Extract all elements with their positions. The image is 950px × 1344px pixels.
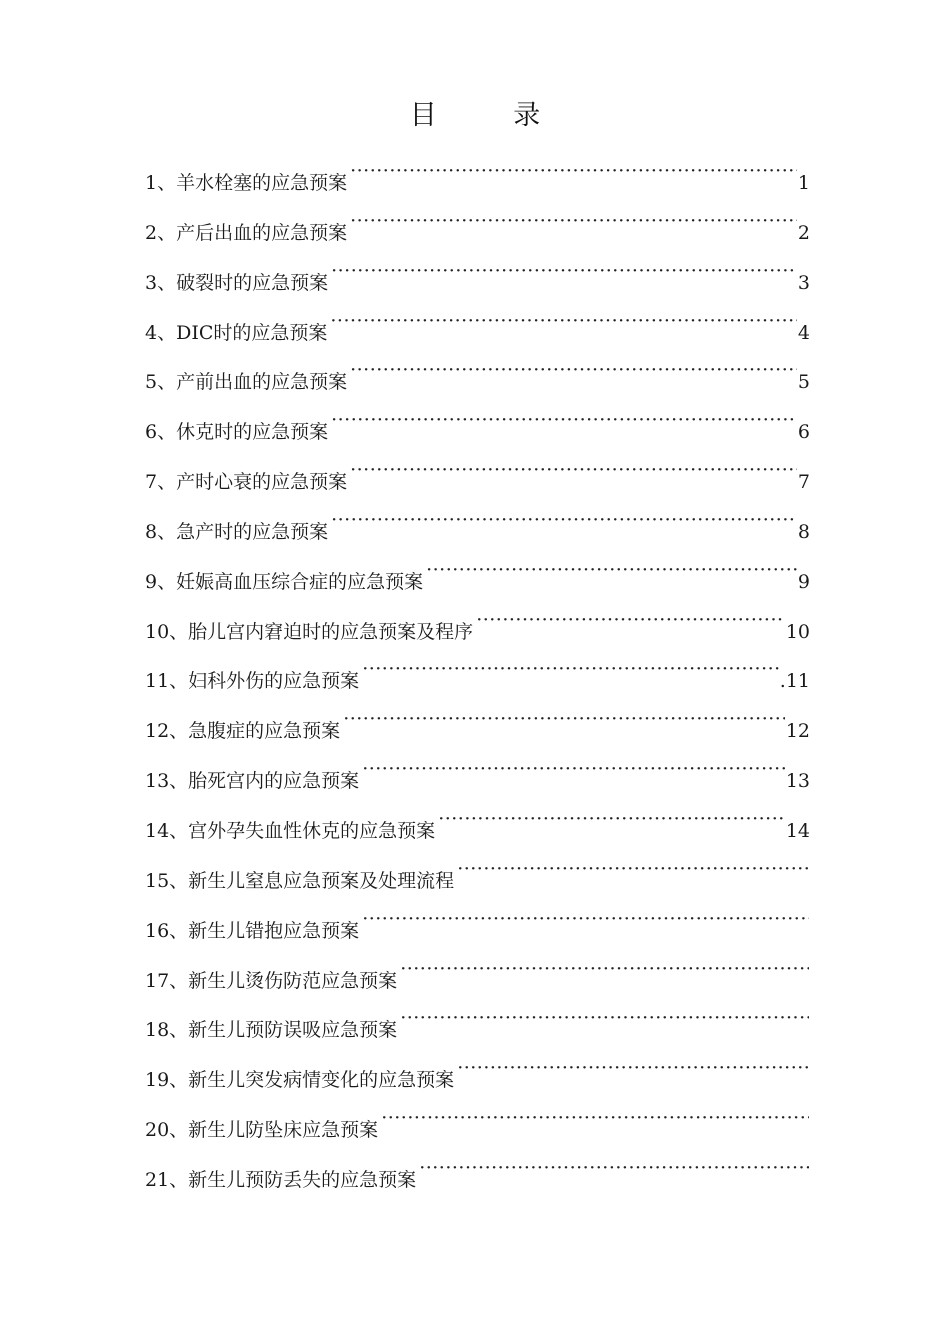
toc-page-number: .11 — [779, 670, 810, 693]
toc-entry-12[interactable] — [145, 701, 810, 751]
toc-entry-1[interactable] — [145, 153, 810, 203]
toc-entry-17[interactable] — [145, 951, 810, 1001]
toc-page-number: 10 — [785, 620, 810, 643]
toc-leader-dots — [350, 153, 797, 189]
toc-entry-6[interactable] — [145, 402, 810, 452]
toc-leader-dots — [331, 502, 797, 538]
toc-page-number: 2 — [797, 221, 810, 244]
toc-entry-title: 12、急腹症的应急预案 — [145, 720, 341, 743]
toc-leader-dots — [400, 1000, 809, 1036]
toc-entry-title: 9、妊娠高血压综合症的应急预案 — [145, 570, 424, 593]
toc-entry-title: 2、产后出血的应急预案 — [145, 221, 348, 244]
toc-entry-3[interactable] — [145, 253, 810, 303]
toc-page-number: 5 — [797, 371, 810, 394]
toc-leader-dots — [331, 402, 797, 438]
toc-page-number: 3 — [797, 271, 810, 294]
toc-entry-7[interactable] — [145, 452, 810, 502]
toc-leader-dots — [330, 303, 797, 339]
toc-entry-title: 3、破裂时的应急预案 — [145, 271, 329, 294]
toc-page-number: 7 — [797, 471, 810, 494]
toc-page-number: 9 — [797, 570, 810, 593]
toc-entry-16[interactable] — [145, 901, 810, 951]
toc-page-number: 8 — [797, 520, 810, 543]
toc-entry-8[interactable] — [145, 502, 810, 552]
toc-leader-dots — [362, 751, 785, 787]
toc-entry-18[interactable] — [145, 1000, 810, 1050]
toc-entry-title: 7、产时心衰的应急预案 — [145, 471, 348, 494]
toc-entry-title: 10、胎儿宫内窘迫时的应急预案及程序 — [145, 620, 474, 643]
toc-leader-dots — [350, 352, 797, 388]
toc-leader-dots — [362, 651, 779, 687]
toc-leader-dots — [350, 203, 797, 239]
toc-entry-13[interactable] — [145, 751, 810, 801]
toc-entry-15[interactable] — [145, 851, 810, 901]
toc-entry-20[interactable] — [145, 1100, 810, 1150]
toc-leader-dots — [400, 951, 809, 987]
toc-entry-title: 14、宫外孕失血性休克的应急预案 — [145, 819, 436, 842]
toc-page-number: 12 — [785, 720, 810, 743]
toc-entry-5[interactable] — [145, 352, 810, 402]
page-title: 目 录 — [409, 100, 575, 131]
toc-entry-4[interactable] — [145, 303, 810, 353]
toc-leader-dots — [438, 801, 785, 837]
toc-page-number: 4 — [797, 321, 810, 344]
toc-entry-title: 13、胎死宫内的应急预案 — [145, 770, 360, 793]
toc-entry-21[interactable] — [145, 1150, 810, 1200]
toc-leader-dots — [457, 851, 809, 887]
toc-leader-dots — [331, 253, 797, 289]
toc-page-number: 13 — [785, 770, 810, 793]
toc-entry-title: 8、急产时的应急预案 — [145, 520, 329, 543]
toc-leader-dots — [350, 452, 797, 488]
toc-page-number: 1 — [797, 172, 810, 194]
toc-page-number: 6 — [797, 421, 810, 444]
table-of-contents — [145, 153, 810, 1200]
toc-page-number: 14 — [785, 819, 810, 842]
toc-entry-9[interactable] — [145, 552, 810, 602]
toc-entry-title: 5、产前出血的应急预案 — [145, 371, 348, 394]
toc-entry-2[interactable] — [145, 203, 810, 253]
toc-leader-dots — [476, 602, 785, 638]
toc-entry-11[interactable] — [145, 651, 810, 701]
toc-entry-10[interactable] — [145, 602, 810, 652]
toc-leader-dots — [419, 1150, 809, 1186]
toc-entry-title: 16、新生儿错抱应急预案 — [145, 919, 360, 942]
toc-entry-14[interactable] — [145, 801, 810, 851]
toc-entry-title: 1、羊水栓塞的应急预案 — [145, 172, 348, 194]
toc-entry-title: 15、新生儿窒息应急预案及处理流程 — [145, 869, 455, 892]
toc-entry-title: 21、新生儿预防丢失的应急预案 — [145, 1168, 417, 1191]
toc-entry-title: 11、妇科外伤的应急预案 — [145, 670, 360, 693]
toc-entry-title: 18、新生儿预防误吸应急预案 — [145, 1019, 398, 1042]
toc-entry-title: 4、DIC时的应急预案 — [145, 321, 328, 344]
toc-entry-title: 17、新生儿烫伤防范应急预案 — [145, 969, 398, 992]
toc-leader-dots — [457, 1050, 809, 1086]
toc-entry-19[interactable] — [145, 1050, 810, 1100]
toc-entry-title: 19、新生儿突发病情变化的应急预案 — [145, 1069, 455, 1092]
toc-entry-title: 20、新生儿防坠床应急预案 — [145, 1119, 379, 1142]
toc-leader-dots — [362, 901, 809, 937]
toc-leader-dots — [426, 552, 797, 588]
toc-leader-dots — [381, 1100, 809, 1136]
toc-leader-dots — [343, 701, 785, 737]
toc-entry-title: 6、休克时的应急预案 — [145, 421, 329, 444]
